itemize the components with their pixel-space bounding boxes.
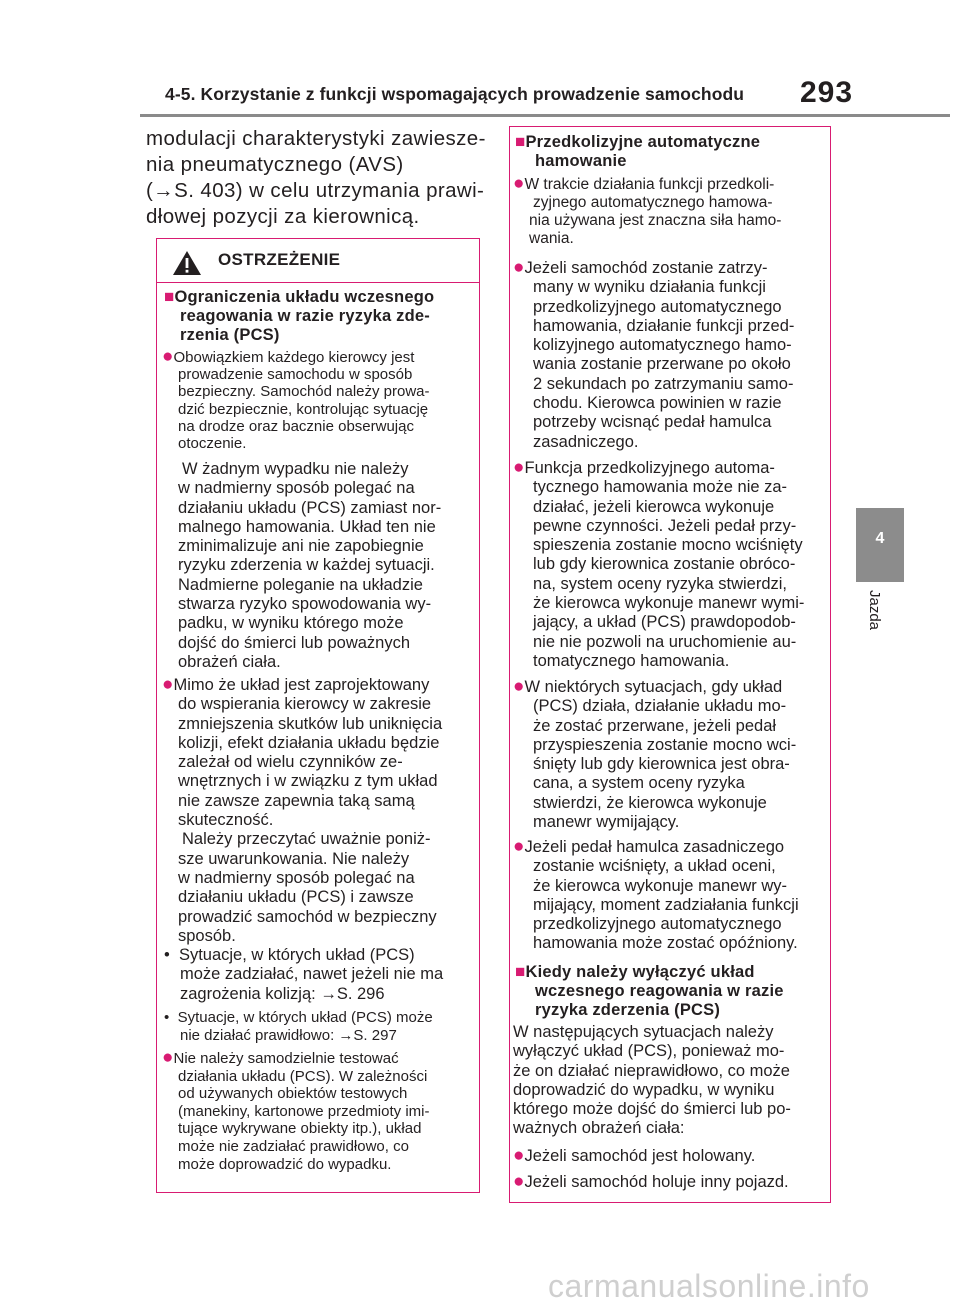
bullet-dot-icon: ●: [513, 1145, 525, 1166]
notice-heading: ■Przedkolizyjne automatyczne hamowanie: [515, 132, 761, 170]
notice-item: ●Jeżeli samochód holuje inny pojazd.: [513, 1171, 789, 1192]
notice-paragraph: W następujących sytuacjach należy wyłączyć układ (PCS), ponieważ mo- że on działać nieprawidłowo, co może doprowadzić do wypadku, w wyniku którego może dojść do śmierci lub po- ważnych obrażeń ciała:: [513, 1023, 791, 1138]
warning-item: ●Mimo że układ jest zaprojektowany do wspierania kierowcy w zakresie zmniejszenia skutków lub uniknięcia kolizji, efekt działania układu będzie zależał od wielu czynników ze- wnętrznych i w związku z tym układ nie zawsze zapewnia taką samą skuteczność. Należy przeczytać uważnie poniż- sze uwarunkowania. Nie należy w nadmierny sposób polegać na działaniu układu (PCS) i zawsze prowadzić samochód w bezpieczny sposób.: [162, 674, 443, 945]
notice-item: ●Jeżeli samochód zostanie zatrzy- many w wyniku działania funkcji przedkolizyjnego automatycznego hamowania, działanie funkcji przed- kolizyjnego automatycznego hamo- wania zostanie przerwane po około 2 sekundach po zatrzymaniu samo- chodu. Kierowca powinien w razie potrzeby wcisnąć pedał hamulca zasadniczego.: [513, 257, 795, 451]
square-bullet-icon: ■: [515, 132, 526, 151]
section-title: 4-5. Korzystanie z funkcji wspomagających prowadzenie samochodu: [165, 84, 745, 104]
bullet-dot-icon: ●: [513, 173, 525, 194]
warning-subitem: • Sytuacje, w których układ (PCS) może zadziałać, nawet jeżeli nie ma zagrożenia kolizją: →S. 296: [164, 946, 444, 1003]
page-number: 293: [800, 76, 854, 109]
text-line: nia pneumatycznego (AVS): [146, 153, 404, 176]
square-bullet-icon: ■: [515, 962, 526, 981]
bullet-dot-icon: ●: [513, 257, 525, 278]
bullet-dot-icon: ●: [162, 346, 174, 367]
intro-paragraph: [146, 126, 486, 230]
warning-item: ●Nie należy samodzielnie testować działania układu (PCS). W zależności od używanych obiektów testowych (manekiny, kartonowe przedmioty imi- tujące wykrywane obiekty itp.), układ może nie zadziałać prawidłowo, co może doprowadzić do wypadku.: [162, 1047, 430, 1173]
bullet-dot-icon: ●: [513, 836, 525, 857]
notice-item: ●W niektórych sytuacjach, gdy układ (PCS) działa, działanie układu mo- że zostać przerwane, jeżeli pedał przyspieszenia zostanie mocno wci- śnięty lub gdy kierownica jest obra- cana, a system oceny ryzyka stwierdzi, że kierowca wykonuje manewr wymijający.: [513, 676, 797, 832]
square-bullet-icon: ■: [164, 287, 175, 306]
notice-item: ●Jeżeli pedał hamulca zasadniczego zostanie wciśnięty, a układ oceni, że kierowca wykonuje manewr wy- mijający, moment zadziałania funkcji przedkolizyjnego automatycznego hamowania może zostać opóźniony.: [513, 836, 799, 953]
warning-title: OSTRZEŻENIE: [218, 250, 341, 269]
text-line: dłowej pozycji za kierownicą.: [146, 205, 420, 228]
bullet-dot-icon: ●: [513, 1171, 525, 1192]
bullet-dot-icon: ●: [162, 1047, 174, 1068]
notice-heading: ■Kiedy należy wyłączyć układ wczesnego reagowania w razie ryzyka zderzenia (PCS): [515, 962, 784, 1019]
small-bullet-icon: •: [164, 946, 179, 964]
bullet-dot-icon: ●: [513, 457, 525, 478]
header-rule: [140, 114, 950, 117]
chapter-tab-label: Jazda: [866, 590, 883, 631]
text-line: (→S. 403) w celu utrzymania prawi-: [146, 179, 485, 202]
notice-item: ●Jeżeli samochód jest holowany.: [513, 1145, 756, 1166]
warning-subitem: • Sytuacje, w których układ (PCS) może nie działać prawidłowo: →S. 297: [164, 1009, 433, 1044]
warning-heading: ■Ograniczenia układu wczesnego reagowania w razie ryzyka zde- rzenia (PCS): [164, 287, 435, 344]
watermark: carmanualsonline.info: [548, 1268, 870, 1304]
small-bullet-icon: •: [164, 1009, 178, 1026]
warning-item-continuation: W żadnym wypadku nie należy w nadmierny sposób polegać na działaniu układu (PCS) zamiast nor- malnego hamowania. Układ ten nie zminimalizuje ani nie zapobiegnie ryzyku zderzenia w każdej sytuacji. Nadmierne poleganie na układzie stwarza ryzyko spowodowania wy- padku, w wyniku którego może dojść do śmierci lub poważnych obrażeń ciała.: [178, 460, 442, 671]
chapter-tab-number: 4: [875, 530, 885, 547]
bullet-dot-icon: ●: [513, 676, 525, 697]
bullet-dot-icon: ●: [162, 674, 174, 695]
text-line: modulacji charakterystyki zawiesze-: [146, 127, 486, 150]
notice-item: ●Funkcja przedkolizyjnego automa- tycznego hamowania może nie za- działać, jeżeli kierowca wykonuje pewne czynności. Jeżeli pedał przy- spieszenia zostanie mocno wciśnięty lub gdy kierownica zostanie obróco- na, system oceny ryzyka stwierdzi, że kierowca wykonuje manewr wymi- jający, a układ (PCS) prawdopodob- nie nie pozwoli na uruchomienie au- tomatycznego hamowania.: [513, 457, 805, 670]
warning-item: ●Obowiązkiem każdego kierowcy jest prowadzenie samochodu w sposób bezpieczny. Samochód należy prowa- dzić bezpiecznie, kontrolując sytuację na drodze oraz bacznie obserwując otoczenie.: [162, 346, 430, 453]
notice-item: ●W trakcie działania funkcji przedkoli- zyjnego automatycznego hamowa- nia używana jest znaczna siła hamo- wania.: [513, 173, 782, 247]
warning-triangle-icon: [172, 250, 202, 276]
